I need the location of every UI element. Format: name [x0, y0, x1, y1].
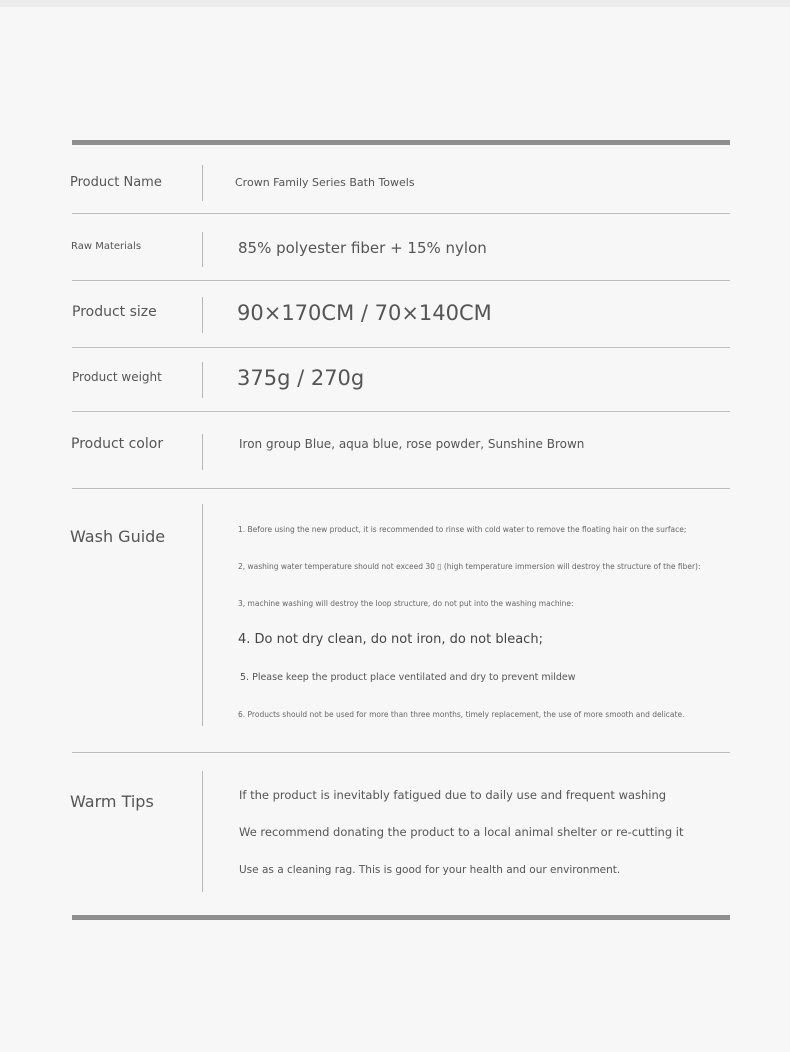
wash-guide-item: 1. Before using the new product, it is recommended to rinse with cold water to remove the floating hair on the surface; — [238, 525, 687, 534]
top-strip — [0, 0, 790, 7]
warm-tips-line: Use as a cleaning rag. This is good for your health and our environment. — [239, 864, 621, 876]
row-divider — [72, 347, 730, 348]
product-weight-value: 375g / 270g — [237, 366, 365, 390]
product-name-label: Product Name — [70, 175, 162, 190]
wash-guide-item: 3, machine washing will destroy the loop structure, do not put into the washing machine: — [238, 599, 574, 608]
column-divider — [202, 297, 203, 333]
product-color-label: Product color — [71, 436, 164, 452]
column-divider — [202, 362, 203, 398]
column-divider — [202, 504, 203, 726]
wash-guide-item: 6. Products should not be used for more than three months, timely replacement, the use of more smooth and delicate. — [238, 710, 685, 719]
row-divider — [72, 213, 730, 214]
column-divider — [202, 771, 203, 892]
row-divider — [72, 411, 730, 412]
wash-guide-item: 4. Do not dry clean, do not iron, do not bleach; — [238, 632, 543, 647]
warm-tips-line: If the product is inevitably fatigued due to daily use and frequent washing — [239, 788, 667, 802]
warm-tips-label: Warm Tips — [70, 792, 154, 811]
row-divider — [72, 488, 730, 489]
raw-materials-label: Raw Materials — [71, 241, 142, 252]
row-divider — [72, 280, 730, 281]
raw-materials-value: 85% polyester fiber + 15% nylon — [238, 239, 487, 257]
wash-guide-item: 5. Please keep the product place ventilated and dry to prevent mildew — [240, 672, 576, 683]
column-divider — [202, 165, 203, 201]
column-divider — [202, 434, 203, 470]
warm-tips-line: We recommend donating the product to a local animal shelter or re-cutting it — [239, 825, 684, 839]
column-divider — [202, 232, 203, 267]
row-divider — [72, 752, 730, 753]
product-color-value: Iron group Blue, aqua blue, rose powder, Sunshine Brown — [239, 437, 585, 451]
table-top-border — [72, 140, 730, 145]
wash-guide-label: Wash Guide — [70, 527, 166, 546]
product-name-value: Crown Family Series Bath Towels — [235, 176, 415, 189]
wash-guide-item: 2, washing water temperature should not exceed 30 ▯ (high temperature immersion will destroy the structure of the fiber): — [238, 562, 701, 571]
product-weight-label: Product weight — [72, 370, 162, 384]
product-size-value: 90×170CM / 70×140CM — [237, 301, 492, 325]
table-bottom-border — [72, 915, 730, 920]
product-size-label: Product size — [72, 304, 157, 320]
